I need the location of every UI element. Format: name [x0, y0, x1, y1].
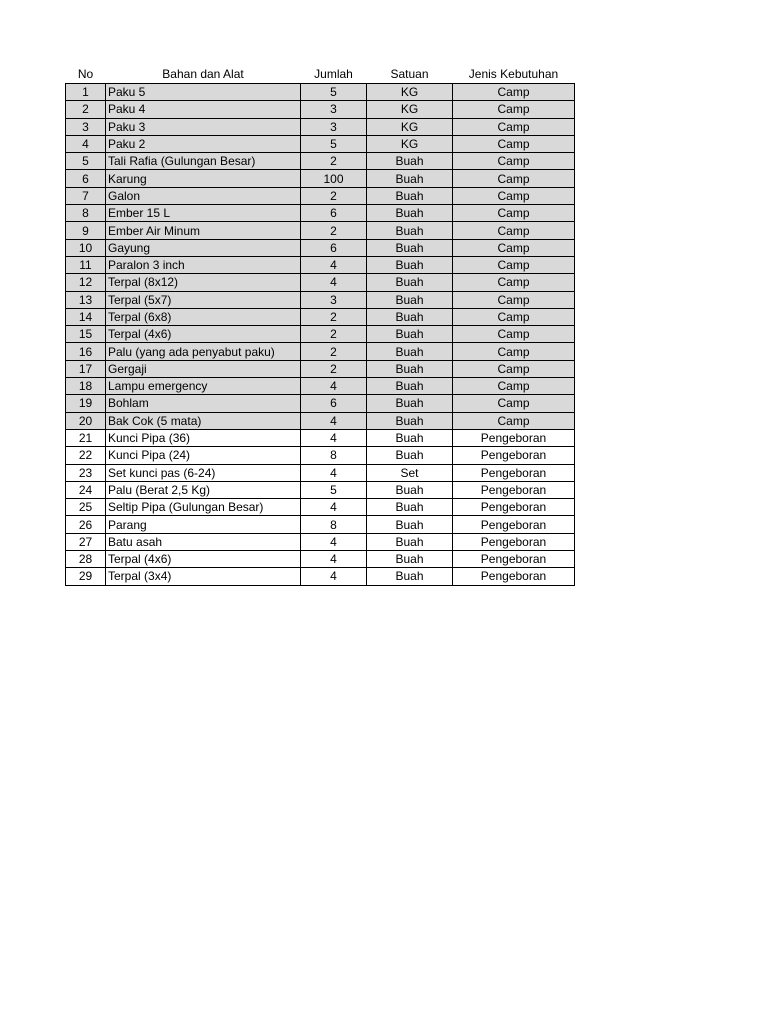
table-row — [66, 395, 575, 412]
cell-unit: Buah — [367, 274, 453, 291]
table-row — [66, 118, 575, 135]
cell-no: 12 — [66, 274, 106, 291]
cell-qty: 3 — [301, 101, 367, 118]
cell-type: Camp — [453, 360, 575, 377]
table-row — [66, 551, 575, 568]
cell-item: Kunci Pipa (36) — [106, 429, 301, 446]
cell-no: 15 — [66, 326, 106, 343]
table-row — [66, 481, 575, 498]
cell-unit: Buah — [367, 256, 453, 273]
header-item: Bahan dan Alat — [162, 66, 244, 81]
cell-qty: 2 — [301, 308, 367, 325]
cell-no: 8 — [66, 205, 106, 222]
cell-unit: Buah — [367, 516, 453, 533]
cell-qty: 4 — [301, 429, 367, 446]
cell-qty: 4 — [301, 412, 367, 429]
table-row — [66, 170, 575, 187]
table-row — [66, 412, 575, 429]
cell-type: Camp — [453, 291, 575, 308]
cell-unit: Buah — [367, 343, 453, 360]
cell-item: Kunci Pipa (24) — [106, 447, 301, 464]
cell-item: Terpal (8x12) — [106, 274, 301, 291]
cell-item: Palu (Berat 2,5 Kg) — [106, 481, 301, 498]
cell-no: 17 — [66, 360, 106, 377]
cell-no: 29 — [66, 568, 106, 585]
cell-qty: 3 — [301, 291, 367, 308]
cell-qty: 2 — [301, 153, 367, 170]
cell-item: Batu asah — [106, 533, 301, 550]
cell-unit: Set — [367, 464, 453, 481]
cell-no: 14 — [66, 308, 106, 325]
cell-qty: 5 — [301, 481, 367, 498]
cell-unit: Buah — [367, 447, 453, 464]
table-row — [66, 291, 575, 308]
table-row — [66, 447, 575, 464]
cell-item: Paralon 3 inch — [106, 256, 301, 273]
cell-item: Paku 2 — [106, 135, 301, 152]
table-body — [66, 84, 575, 586]
cell-no: 10 — [66, 239, 106, 256]
cell-qty: 6 — [301, 395, 367, 412]
cell-no: 5 — [66, 153, 106, 170]
cell-item: Palu (yang ada penyabut paku) — [106, 343, 301, 360]
cell-item: Paku 3 — [106, 118, 301, 135]
cell-no: 21 — [66, 429, 106, 446]
table-header-row — [66, 65, 575, 84]
cell-unit: Buah — [367, 429, 453, 446]
cell-unit: Buah — [367, 239, 453, 256]
cell-unit: Buah — [367, 533, 453, 550]
table-row — [66, 568, 575, 585]
cell-no: 1 — [66, 84, 106, 101]
cell-unit: KG — [367, 101, 453, 118]
cell-unit: Buah — [367, 551, 453, 568]
cell-unit: Buah — [367, 153, 453, 170]
cell-unit: Buah — [367, 378, 453, 395]
cell-item: Terpal (6x8) — [106, 308, 301, 325]
cell-item: Paku 5 — [106, 84, 301, 101]
cell-unit: Buah — [367, 326, 453, 343]
cell-qty: 4 — [301, 551, 367, 568]
equipment-sheet — [65, 65, 575, 586]
cell-item: Karung — [106, 170, 301, 187]
cell-item: Gayung — [106, 239, 301, 256]
cell-qty: 2 — [301, 360, 367, 377]
cell-qty: 4 — [301, 568, 367, 585]
table-row — [66, 378, 575, 395]
cell-qty: 4 — [301, 464, 367, 481]
cell-type: Pengeboran — [453, 447, 575, 464]
cell-no: 26 — [66, 516, 106, 533]
cell-type: Camp — [453, 205, 575, 222]
cell-item: Gergaji — [106, 360, 301, 377]
cell-item: Paku 4 — [106, 101, 301, 118]
cell-type: Camp — [453, 274, 575, 291]
cell-qty: 5 — [301, 135, 367, 152]
cell-no: 9 — [66, 222, 106, 239]
cell-type: Camp — [453, 256, 575, 273]
cell-no: 13 — [66, 291, 106, 308]
cell-qty: 6 — [301, 205, 367, 222]
table-row — [66, 84, 575, 101]
cell-no: 27 — [66, 533, 106, 550]
cell-type: Camp — [453, 343, 575, 360]
table-row — [66, 308, 575, 325]
cell-qty: 5 — [301, 84, 367, 101]
cell-qty: 4 — [301, 533, 367, 550]
cell-qty: 2 — [301, 343, 367, 360]
cell-no: 19 — [66, 395, 106, 412]
table-row — [66, 343, 575, 360]
cell-type: Pengeboran — [453, 551, 575, 568]
table-row — [66, 326, 575, 343]
table-row — [66, 222, 575, 239]
cell-item: Terpal (4x6) — [106, 551, 301, 568]
cell-no: 2 — [66, 101, 106, 118]
cell-unit: KG — [367, 84, 453, 101]
cell-type: Camp — [453, 101, 575, 118]
table-row — [66, 187, 575, 204]
cell-type: Pengeboran — [453, 516, 575, 533]
table-row — [66, 516, 575, 533]
cell-qty: 4 — [301, 499, 367, 516]
table-row — [66, 239, 575, 256]
cell-type: Pengeboran — [453, 499, 575, 516]
header-qty: Jumlah — [314, 66, 353, 81]
cell-type: Camp — [453, 395, 575, 412]
cell-qty: 3 — [301, 118, 367, 135]
table-row — [66, 153, 575, 170]
cell-no: 6 — [66, 170, 106, 187]
cell-type: Pengeboran — [453, 464, 575, 481]
cell-no: 11 — [66, 256, 106, 273]
table-row — [66, 533, 575, 550]
cell-no: 22 — [66, 447, 106, 464]
cell-unit: KG — [367, 118, 453, 135]
table-row — [66, 464, 575, 481]
cell-item: Lampu emergency — [106, 378, 301, 395]
cell-qty: 4 — [301, 256, 367, 273]
header-unit: Satuan — [390, 66, 429, 81]
cell-type: Camp — [453, 153, 575, 170]
equipment-table — [65, 65, 575, 586]
cell-no: 16 — [66, 343, 106, 360]
cell-no: 7 — [66, 187, 106, 204]
cell-type: Pengeboran — [453, 481, 575, 498]
cell-unit: Buah — [367, 395, 453, 412]
cell-item: Seltip Pipa (Gulungan Besar) — [106, 499, 301, 516]
header-type: Jenis Kebutuhan — [468, 66, 559, 81]
cell-no: 3 — [66, 118, 106, 135]
cell-no: 28 — [66, 551, 106, 568]
cell-qty: 8 — [301, 447, 367, 464]
cell-unit: Buah — [367, 291, 453, 308]
cell-type: Camp — [453, 378, 575, 395]
cell-unit: Buah — [367, 568, 453, 585]
cell-type: Camp — [453, 308, 575, 325]
cell-qty: 4 — [301, 274, 367, 291]
cell-qty: 4 — [301, 378, 367, 395]
cell-qty: 2 — [301, 222, 367, 239]
cell-no: 4 — [66, 135, 106, 152]
cell-item: Parang — [106, 516, 301, 533]
table-row — [66, 101, 575, 118]
cell-qty: 2 — [301, 326, 367, 343]
cell-unit: Buah — [367, 205, 453, 222]
cell-item: Set kunci pas (6-24) — [106, 464, 301, 481]
cell-item: Bak Cok (5 mata) — [106, 412, 301, 429]
cell-unit: Buah — [367, 412, 453, 429]
cell-no: 25 — [66, 499, 106, 516]
cell-unit: Buah — [367, 170, 453, 187]
cell-type: Pengeboran — [453, 429, 575, 446]
cell-type: Camp — [453, 187, 575, 204]
table-row — [66, 429, 575, 446]
cell-unit: Buah — [367, 187, 453, 204]
cell-item: Bohlam — [106, 395, 301, 412]
cell-type: Camp — [453, 135, 575, 152]
cell-type: Camp — [453, 239, 575, 256]
cell-no: 18 — [66, 378, 106, 395]
cell-qty: 100 — [301, 170, 367, 187]
cell-type: Camp — [453, 84, 575, 101]
cell-unit: Buah — [367, 499, 453, 516]
cell-qty: 2 — [301, 187, 367, 204]
cell-item: Terpal (3x4) — [106, 568, 301, 585]
cell-no: 23 — [66, 464, 106, 481]
table-row — [66, 360, 575, 377]
table-row — [66, 135, 575, 152]
cell-item: Ember 15 L — [106, 205, 301, 222]
cell-type: Camp — [453, 222, 575, 239]
cell-type: Camp — [453, 170, 575, 187]
cell-unit: Buah — [367, 222, 453, 239]
cell-unit: Buah — [367, 308, 453, 325]
table-row — [66, 499, 575, 516]
cell-item: Tali Rafia (Gulungan Besar) — [106, 153, 301, 170]
cell-type: Pengeboran — [453, 533, 575, 550]
cell-item: Terpal (4x6) — [106, 326, 301, 343]
header-no: No — [77, 66, 94, 81]
cell-item: Galon — [106, 187, 301, 204]
cell-unit: Buah — [367, 360, 453, 377]
cell-type: Camp — [453, 412, 575, 429]
cell-unit: Buah — [367, 481, 453, 498]
cell-qty: 8 — [301, 516, 367, 533]
cell-unit: KG — [367, 135, 453, 152]
cell-item: Terpal (5x7) — [106, 291, 301, 308]
cell-no: 24 — [66, 481, 106, 498]
cell-item: Ember Air Minum — [106, 222, 301, 239]
cell-no: 20 — [66, 412, 106, 429]
table-row — [66, 274, 575, 291]
cell-type: Pengeboran — [453, 568, 575, 585]
table-row — [66, 256, 575, 273]
cell-qty: 6 — [301, 239, 367, 256]
cell-type: Camp — [453, 326, 575, 343]
cell-type: Camp — [453, 118, 575, 135]
table-row — [66, 205, 575, 222]
